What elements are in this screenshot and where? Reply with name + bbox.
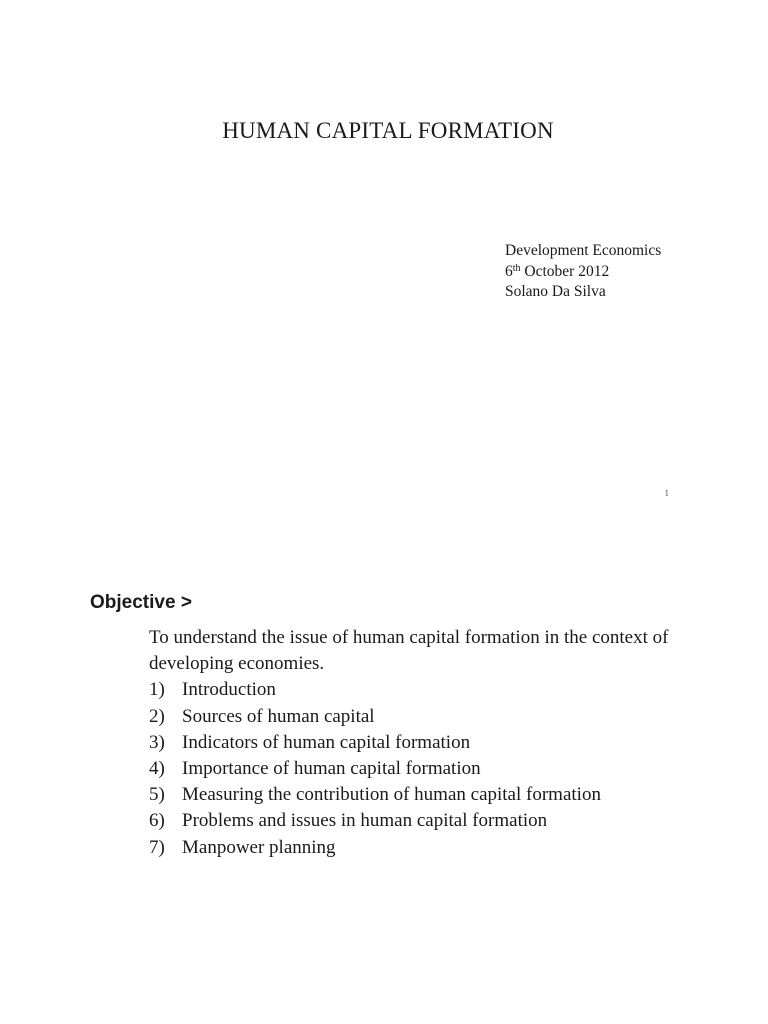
list-item-number: 5) xyxy=(149,784,165,806)
list-item-number: 3) xyxy=(149,731,165,753)
list-item-text: Introduction xyxy=(182,679,276,701)
course-name: Development Economics xyxy=(505,242,662,259)
list-item-number: 7) xyxy=(149,836,165,858)
title-meta xyxy=(505,241,661,303)
list-item-text: Indicators of human capital formation xyxy=(182,731,471,753)
objective-body xyxy=(149,625,669,861)
objective-intro: To understand the issue of human capital formation in the context of developing economies. xyxy=(149,627,669,675)
list-item-number: 1) xyxy=(149,679,165,701)
list-item-text: Sources of human capital xyxy=(182,705,375,727)
objective-heading: Objective > xyxy=(90,592,192,613)
list-item-number: 6) xyxy=(149,810,165,832)
list-item xyxy=(149,704,669,730)
list-item xyxy=(149,835,669,861)
presentation-date xyxy=(505,262,661,283)
page-number: 1 xyxy=(664,488,669,498)
date-rest: October 2012 xyxy=(520,262,610,280)
date-suffix: th xyxy=(512,262,521,274)
document-title: HUMAN CAPITAL FORMATION xyxy=(222,118,554,143)
list-item-text: Problems and issues in human capital formation xyxy=(182,810,548,832)
list-item xyxy=(149,730,669,756)
author-name: Solano Da Silva xyxy=(505,283,606,300)
date-day: 6 xyxy=(505,262,513,280)
list-item xyxy=(149,756,669,782)
list-item xyxy=(149,808,669,834)
list-item xyxy=(149,782,669,808)
list-item-number: 2) xyxy=(149,705,165,727)
list-item-text: Measuring the contribution of human capital formation xyxy=(182,784,601,806)
list-item-text: Importance of human capital formation xyxy=(182,758,481,780)
list-item-number: 4) xyxy=(149,758,165,780)
topic-list xyxy=(149,677,669,860)
list-item xyxy=(149,677,669,703)
list-item-text: Manpower planning xyxy=(182,836,336,858)
